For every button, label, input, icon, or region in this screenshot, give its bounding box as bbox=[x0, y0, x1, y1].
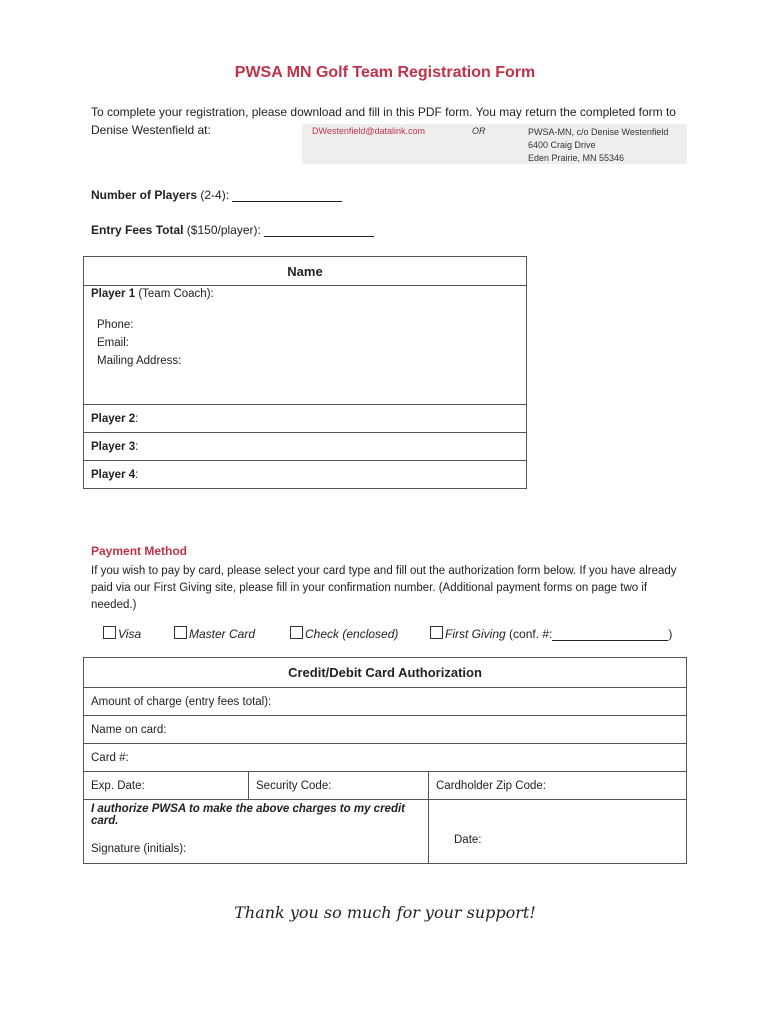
date-cell[interactable] bbox=[429, 800, 687, 864]
page-title: PWSA MN Golf Team Registration Form bbox=[234, 64, 536, 81]
option-mastercard[interactable]: Master Card bbox=[174, 626, 255, 641]
payment-text: If you wish to pay by card, please select your card type and fill out the authorization form below. If you have already paid via our First Giving site, please fill in your confirmation number. (Additional payment forms on page two if needed.) bbox=[91, 565, 677, 611]
mastercard-checkbox[interactable] bbox=[174, 626, 187, 639]
player-3-label: Player 3 bbox=[91, 440, 136, 453]
authorize-signature-cell[interactable] bbox=[84, 800, 429, 864]
player-1-cell[interactable] bbox=[84, 286, 527, 405]
player-1-hint: (Team Coach): bbox=[135, 288, 214, 300]
name-on-card-cell[interactable]: Name on card: bbox=[84, 716, 687, 744]
card-number-cell[interactable]: Card #: bbox=[84, 744, 687, 772]
player-4-label: Player 4 bbox=[91, 468, 136, 481]
option-check[interactable]: Check (enclosed) bbox=[290, 626, 398, 641]
card-table-header: Credit/Debit Card Authorization bbox=[84, 658, 687, 688]
card-authorization-table bbox=[83, 657, 687, 864]
intro-line-2: Denise Westenfield at: bbox=[91, 123, 211, 137]
players-blank[interactable] bbox=[232, 189, 342, 202]
zip-code-cell[interactable]: Cardholder Zip Code: bbox=[429, 772, 687, 800]
signature-label: Signature (initials): bbox=[91, 843, 187, 855]
player-3-cell[interactable]: Player 3: bbox=[84, 433, 527, 461]
email-label: Email: bbox=[97, 337, 129, 349]
players-table bbox=[83, 256, 527, 489]
address-line-1: PWSA-MN, c/o Denise Westenfield bbox=[528, 127, 669, 137]
address-line-2: 6400 Craig Drive bbox=[528, 140, 596, 150]
fees-label: Entry Fees Total bbox=[91, 223, 184, 237]
exp-date-cell[interactable]: Exp. Date: bbox=[84, 772, 249, 800]
contact-address bbox=[528, 126, 668, 165]
intro-line-1: To complete your registration, please download and fill in this PDF form. You may return the completed form to bbox=[91, 105, 676, 119]
players-table-header: Name bbox=[84, 257, 527, 286]
players-label: Number of Players bbox=[91, 188, 198, 202]
player-2-cell[interactable]: Player 2: bbox=[84, 405, 527, 433]
authorize-statement: I authorize PWSA to make the above charges to my credit card. bbox=[91, 803, 405, 827]
first-giving-checkbox[interactable] bbox=[430, 626, 443, 639]
phone-label: Phone: bbox=[97, 319, 134, 331]
date-label: Date: bbox=[454, 834, 482, 846]
payment-heading: Payment Method bbox=[91, 544, 188, 558]
amount-cell[interactable]: Amount of charge (entry fees total): bbox=[84, 688, 687, 716]
conf-number-blank[interactable] bbox=[552, 628, 668, 641]
fees-blank[interactable] bbox=[264, 224, 374, 237]
number-of-players-field bbox=[91, 188, 342, 202]
entry-fees-field bbox=[91, 223, 374, 237]
contact-email-link[interactable]: DWestenfield@datalink.com bbox=[312, 126, 426, 136]
option-visa[interactable]: Visa bbox=[103, 626, 141, 641]
security-code-cell[interactable]: Security Code: bbox=[249, 772, 429, 800]
contact-or: OR bbox=[472, 126, 486, 136]
thank-you-message: Thank you so much for your support! bbox=[234, 903, 536, 922]
address-line-3: Eden Prairie, MN 55346 bbox=[528, 153, 625, 163]
mailing-address-label: Mailing Address: bbox=[97, 355, 182, 367]
option-first-giving[interactable]: First Giving (conf. #: ) bbox=[430, 626, 672, 641]
player-4-cell[interactable]: Player 4: bbox=[84, 461, 527, 489]
visa-checkbox[interactable] bbox=[103, 626, 116, 639]
players-hint: (2-4): bbox=[197, 188, 233, 202]
player-1-label: Player 1 bbox=[91, 288, 136, 300]
fees-hint: ($150/player): bbox=[183, 223, 265, 237]
player-2-label: Player 2 bbox=[91, 412, 136, 425]
check-checkbox[interactable] bbox=[290, 626, 303, 639]
